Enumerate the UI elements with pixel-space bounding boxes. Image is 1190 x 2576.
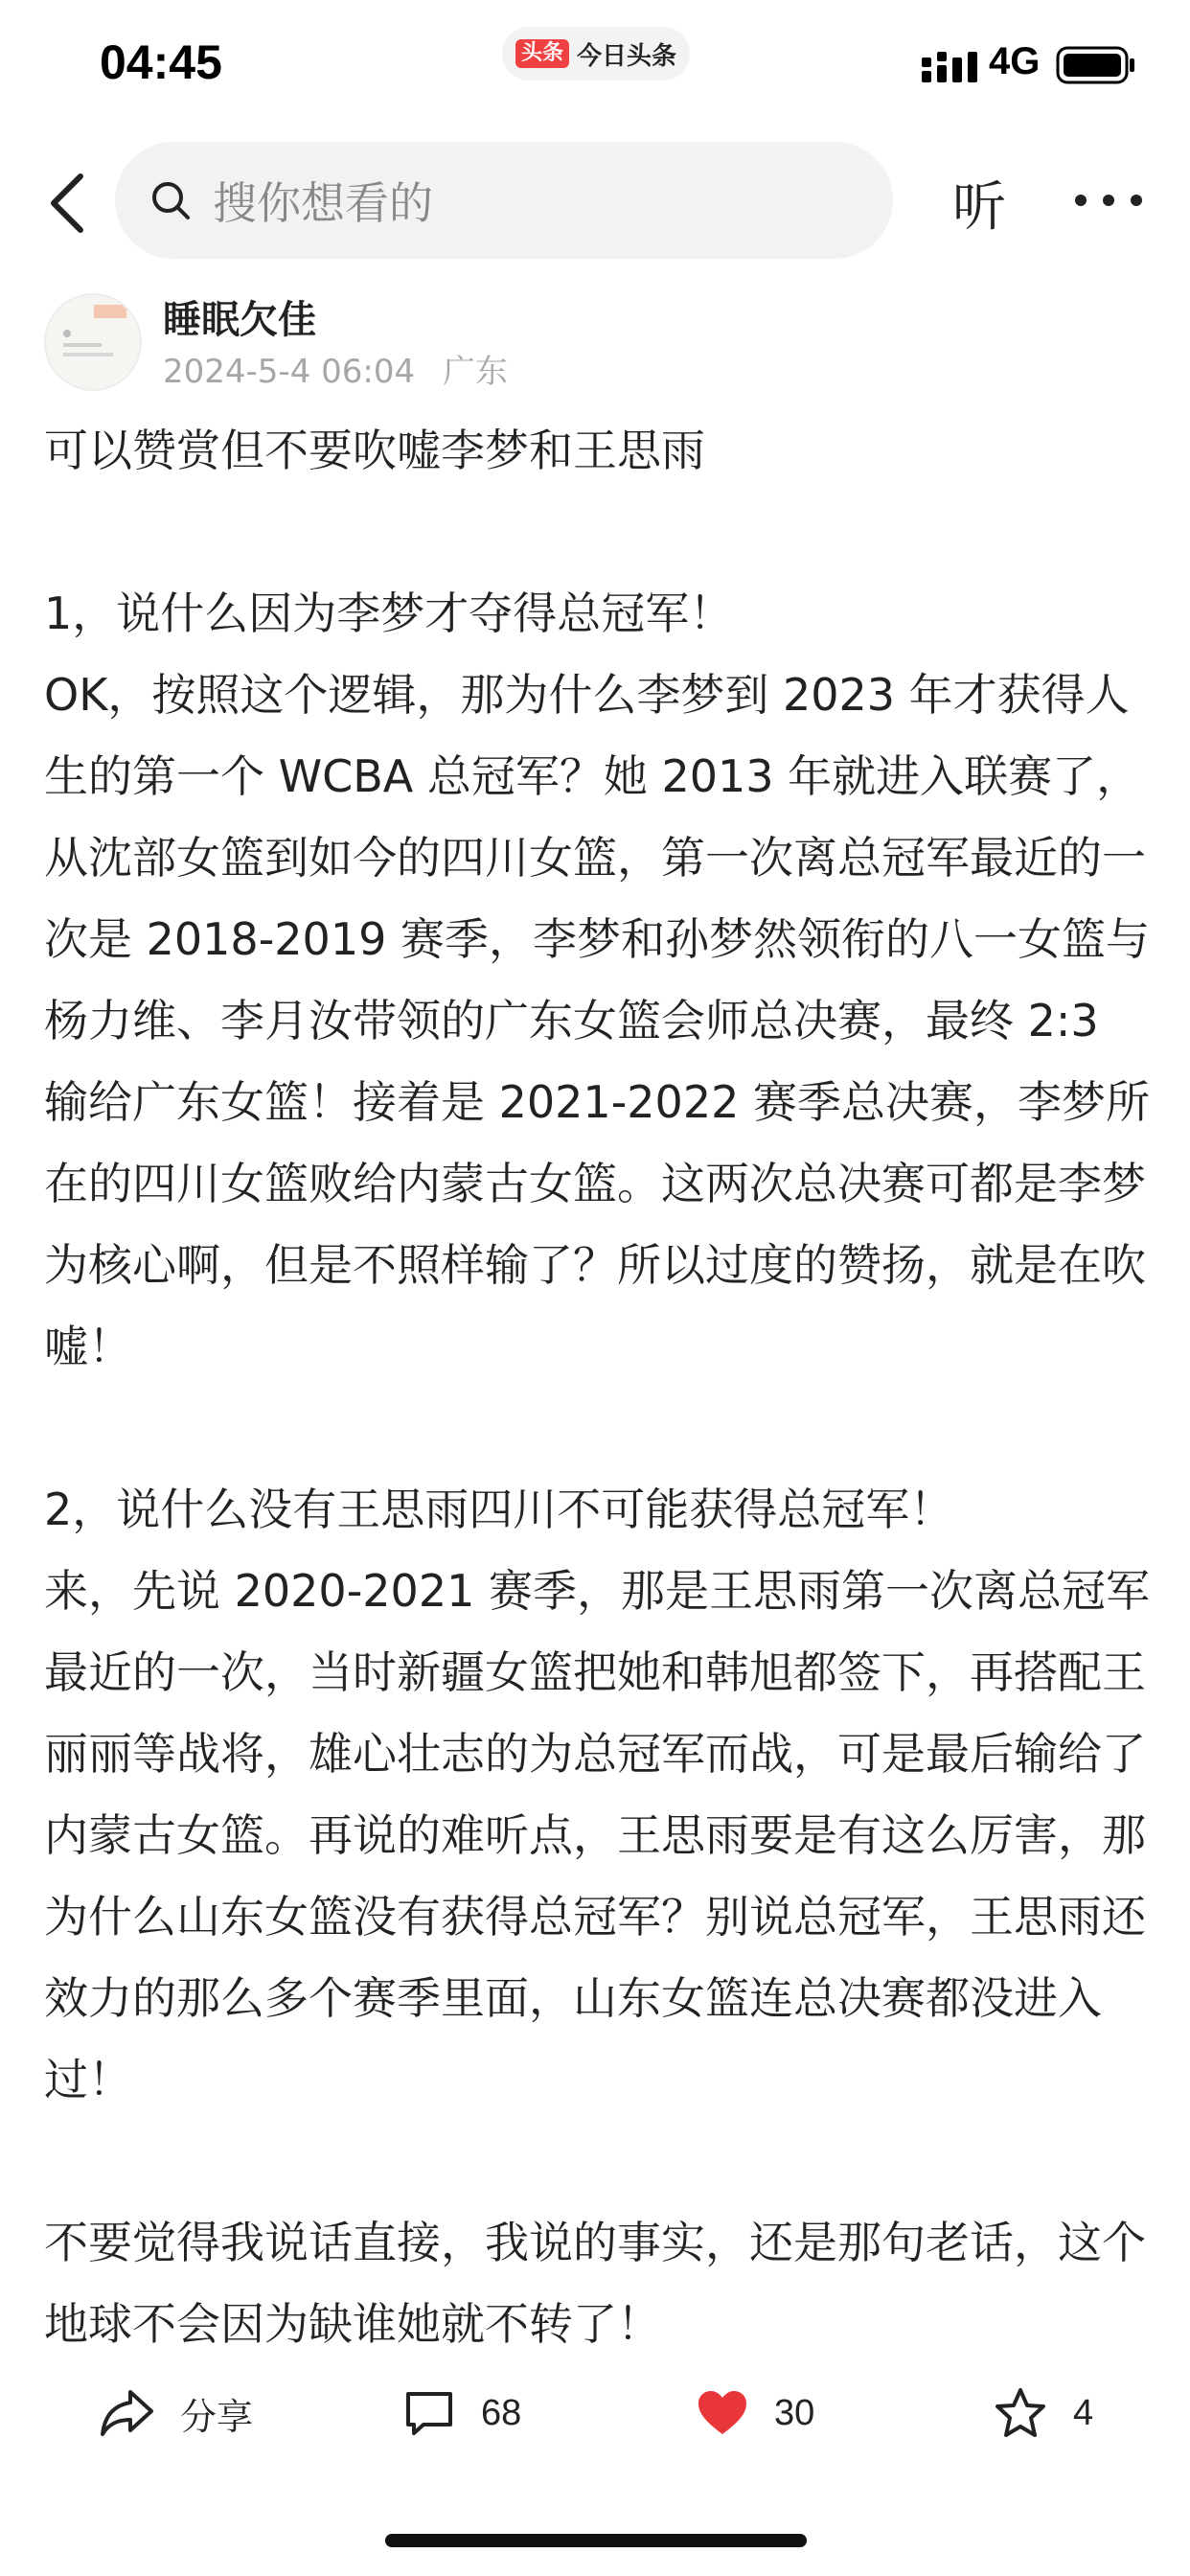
comment-button[interactable] — [402, 2367, 521, 2459]
nav-bar — [0, 142, 1190, 261]
app-indicator-pill[interactable] — [502, 27, 690, 80]
favorite-button[interactable] — [993, 2367, 1093, 2459]
search-placeholder: 搜你想看的 — [213, 177, 433, 229]
paragraph-gap — [44, 492, 1152, 573]
article-body — [44, 410, 1152, 2365]
article-paragraph: 不要觉得我说话直接，我说的事实，还是那句老话，这个地球不会因为缺谁她就不转了！ — [44, 2217, 1146, 2350]
share-label: 分享 — [180, 2397, 254, 2438]
paragraph-gap — [44, 2121, 1152, 2202]
app-logo: 头条 — [515, 39, 569, 68]
app-name: 今日头条 — [577, 41, 677, 71]
home-indicator[interactable] — [385, 2534, 807, 2547]
article-title-line: 可以赞赏但不要吹嘘李梦和王思雨 — [44, 425, 705, 476]
author-header — [44, 289, 1146, 395]
share-icon — [100, 2388, 155, 2438]
more-icon[interactable] — [1073, 190, 1144, 211]
search-icon — [149, 179, 192, 221]
article-paragraph: 1，说什么因为李梦才夺得总冠军！ OK，按照这个逻辑，那为什么李梦到 2023 年才获得人生的第一个 WCBA 总冠军？她 2013 年就进入联赛了，从沈部女篮到如今的四川女篮，第一次离总冠军最近的一次是 2018-2019 赛季，李梦和孙梦然领衔的八一女篮与杨力维、李月汝带领的广东女篮会师总决赛，最终 2:3 输给广东女篮！接着是 2021-2022 赛季总决赛，李梦所在的四川女篮败给内蒙古女篮。这两次总决赛可都是李梦为核心啊，但是不照样输了？所以过度的赞扬，就是在吹嘘！ — [44, 587, 1150, 1372]
battery-icon — [1056, 46, 1136, 84]
post-location: 广东 — [442, 353, 508, 391]
article-paragraph: 2，说什么没有王思雨四川不可能获得总冠军！ 来，先说 2020-2021 赛季，那是王思雨第一次离总冠军最近的一次，当时新疆女篮把她和韩旭都签下，再搭配王丽丽等战将，雄心壮志的为总冠军而战，可是最后输给了内蒙古女篮。再说的难听点，王思雨要是有这么厉害，那为什么山东女篮没有获得总冠军？别说总冠军，王思雨还效力的那么多个赛季里面，山东女篮连总决赛都没进入过！ — [44, 1484, 1150, 2105]
star-icon — [993, 2386, 1048, 2440]
post-date: 2024-5-4 06:04 — [163, 353, 416, 391]
comment-count: 68 — [481, 2392, 522, 2433]
back-icon[interactable] — [46, 172, 88, 234]
like-count: 30 — [774, 2392, 815, 2433]
signal-icon — [922, 52, 979, 82]
network-type: 4G — [989, 40, 1041, 82]
favorite-count: 4 — [1073, 2392, 1094, 2433]
comment-icon — [402, 2388, 456, 2438]
like-button[interactable] — [696, 2367, 814, 2459]
avatar[interactable] — [44, 293, 142, 391]
share-button[interactable] — [100, 2367, 253, 2459]
search-input[interactable] — [115, 142, 893, 259]
heart-icon — [696, 2388, 749, 2438]
avatar-image — [46, 295, 140, 389]
paragraph-gap — [44, 1388, 1152, 1469]
post-meta — [163, 345, 525, 392]
action-bar — [0, 2367, 1190, 2459]
author-name[interactable]: 睡眠欠佳 — [163, 298, 316, 342]
status-bar — [0, 0, 1190, 134]
status-time: 04:45 — [100, 35, 222, 89]
listen-button[interactable]: 听 — [952, 176, 1006, 239]
